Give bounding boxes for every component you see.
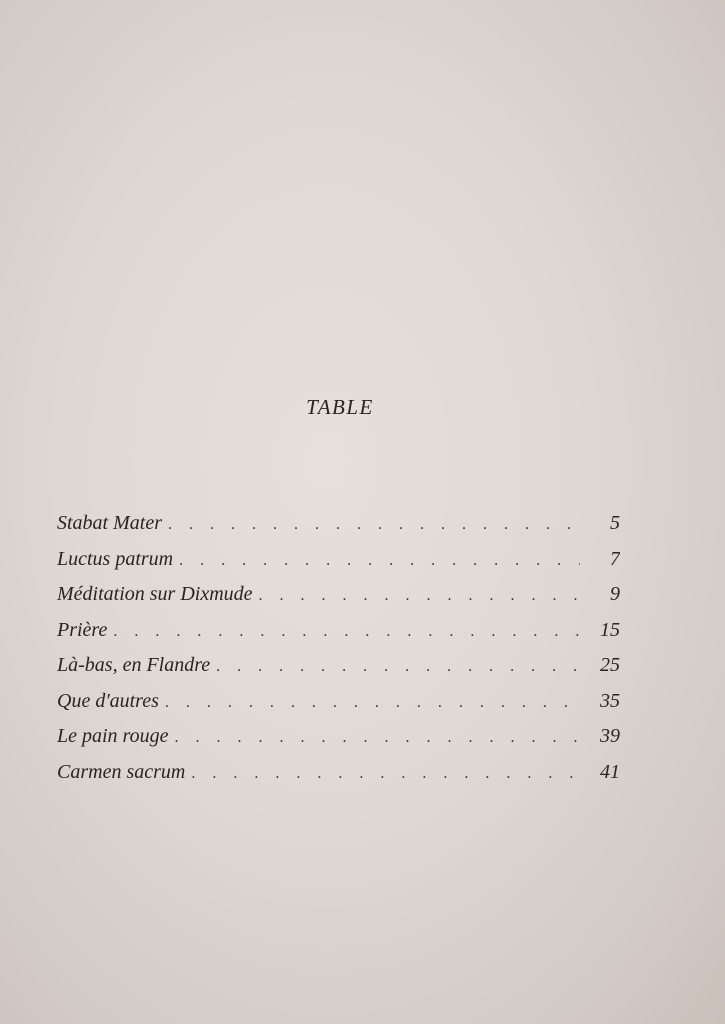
toc-entry-title: Méditation sur Dixmude <box>57 583 253 605</box>
toc-entry-title: Carmen sacrum <box>57 760 186 783</box>
dot-leader <box>259 587 580 605</box>
toc-entry-page: 15 <box>600 618 620 641</box>
toc-entry <box>57 761 620 797</box>
toc-entry-title: Stabat Mater <box>57 512 162 534</box>
toc-entry-title: Prière <box>57 618 108 641</box>
dot-leader <box>165 694 580 712</box>
dot-leader <box>113 623 580 641</box>
toc-entry <box>57 548 620 584</box>
dot-leader <box>191 765 580 783</box>
dot-leader <box>216 658 580 676</box>
toc-entry-title: Le pain rouge <box>57 725 169 747</box>
toc-entry-page: 41 <box>600 760 620 783</box>
toc-entry <box>57 619 620 655</box>
dot-leader <box>174 729 580 747</box>
toc-entry-title: Luctus patrum <box>57 547 174 570</box>
toc-entry-page: 9 <box>610 583 620 605</box>
toc-entry-page: 5 <box>610 512 620 534</box>
toc-entry-title: Là-bas, en Flandre <box>57 654 211 676</box>
toc-entry <box>57 512 620 548</box>
toc-entry-page: 35 <box>600 689 620 712</box>
toc-entry <box>57 654 620 690</box>
toc-entry <box>57 690 620 726</box>
dot-leader <box>168 516 580 534</box>
toc-entry-page: 25 <box>600 654 620 676</box>
page-title: TABLE <box>306 395 374 419</box>
toc-entry <box>57 725 620 761</box>
toc-entry-page: 39 <box>600 725 620 747</box>
table-of-contents <box>57 512 620 796</box>
toc-entry-page: 7 <box>610 547 620 570</box>
dot-leader <box>179 552 580 570</box>
toc-entry-title: Que d'autres <box>57 689 159 712</box>
toc-entry <box>57 583 620 619</box>
